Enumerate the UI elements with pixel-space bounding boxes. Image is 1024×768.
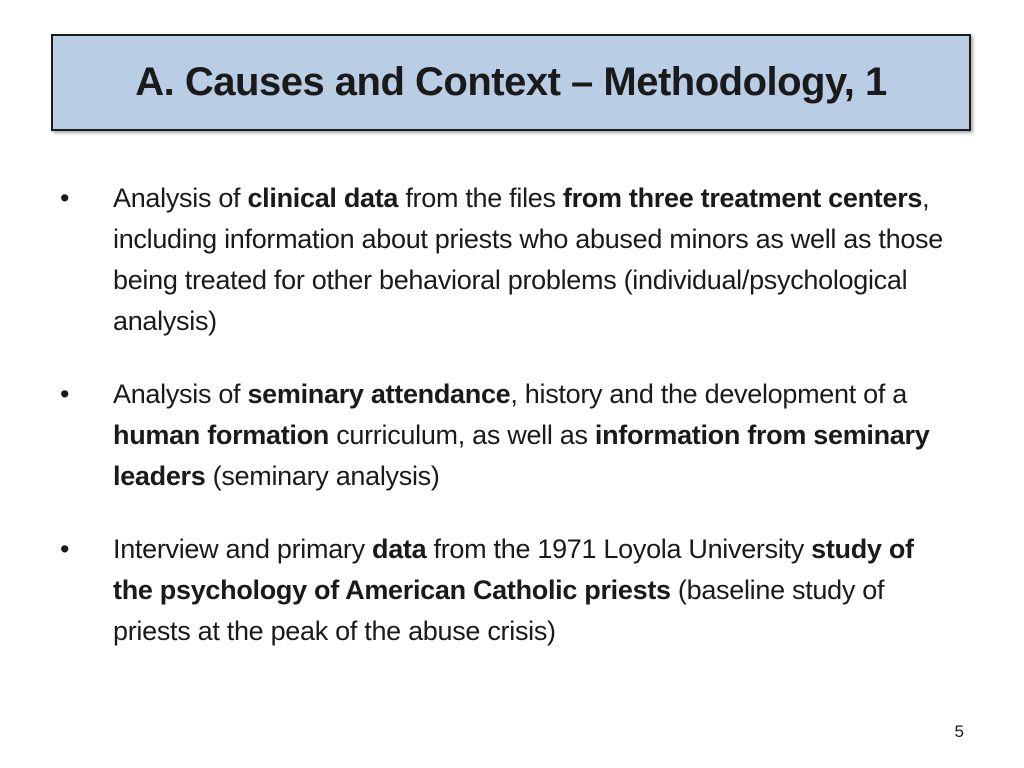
bullet-item [60,178,960,342]
bullet-segment: from the files [398,183,563,213]
bullet-text [113,178,960,342]
bullet-segment: Analysis of [113,379,248,409]
bullet-dot-icon: • [60,183,70,213]
bullet-segment: Interview and primary [113,534,372,564]
bullet-segment-bold: data [372,534,427,564]
bullet-segment: , including information about priests who abused minors as well as those being treated for other behavioral problems (individual/psychological analysis) [113,183,943,336]
bullet-item [60,374,960,497]
bullet-list [60,178,960,684]
bullet-segment-bold: clinical data [247,183,399,213]
bullet-dot-icon: • [60,379,70,409]
bullet-dot-icon: • [60,534,70,564]
bullet-segment: Analysis of [113,183,248,213]
bullet-segment: curriculum, as well as [329,420,595,450]
bullet-segment-bold: from three treatment centers [562,183,923,213]
bullet-segment: from the 1971 Loyola University [426,534,812,564]
bullet-segment: , history and the development of a [510,379,907,409]
bullet-segment: (seminary analysis) [205,461,440,491]
bullet-segment-bold: seminary attendance [247,379,511,409]
bullet-segment-bold: study of the psychology of American Catholic priests [113,534,914,605]
bullet-text [113,529,960,652]
page-number: 5 [954,722,964,741]
title-box [51,34,971,131]
bullet-segment-bold: information from seminary leaders [113,420,930,491]
bullet-text [113,374,960,497]
bullet-segment-bold: human formation [113,420,329,450]
bullet-segment: (baseline study of priests at the peak of the abuse crisis) [113,575,885,646]
slide-title: A. Causes and Context – Methodology, 1 [135,60,887,104]
bullet-item [60,529,960,652]
